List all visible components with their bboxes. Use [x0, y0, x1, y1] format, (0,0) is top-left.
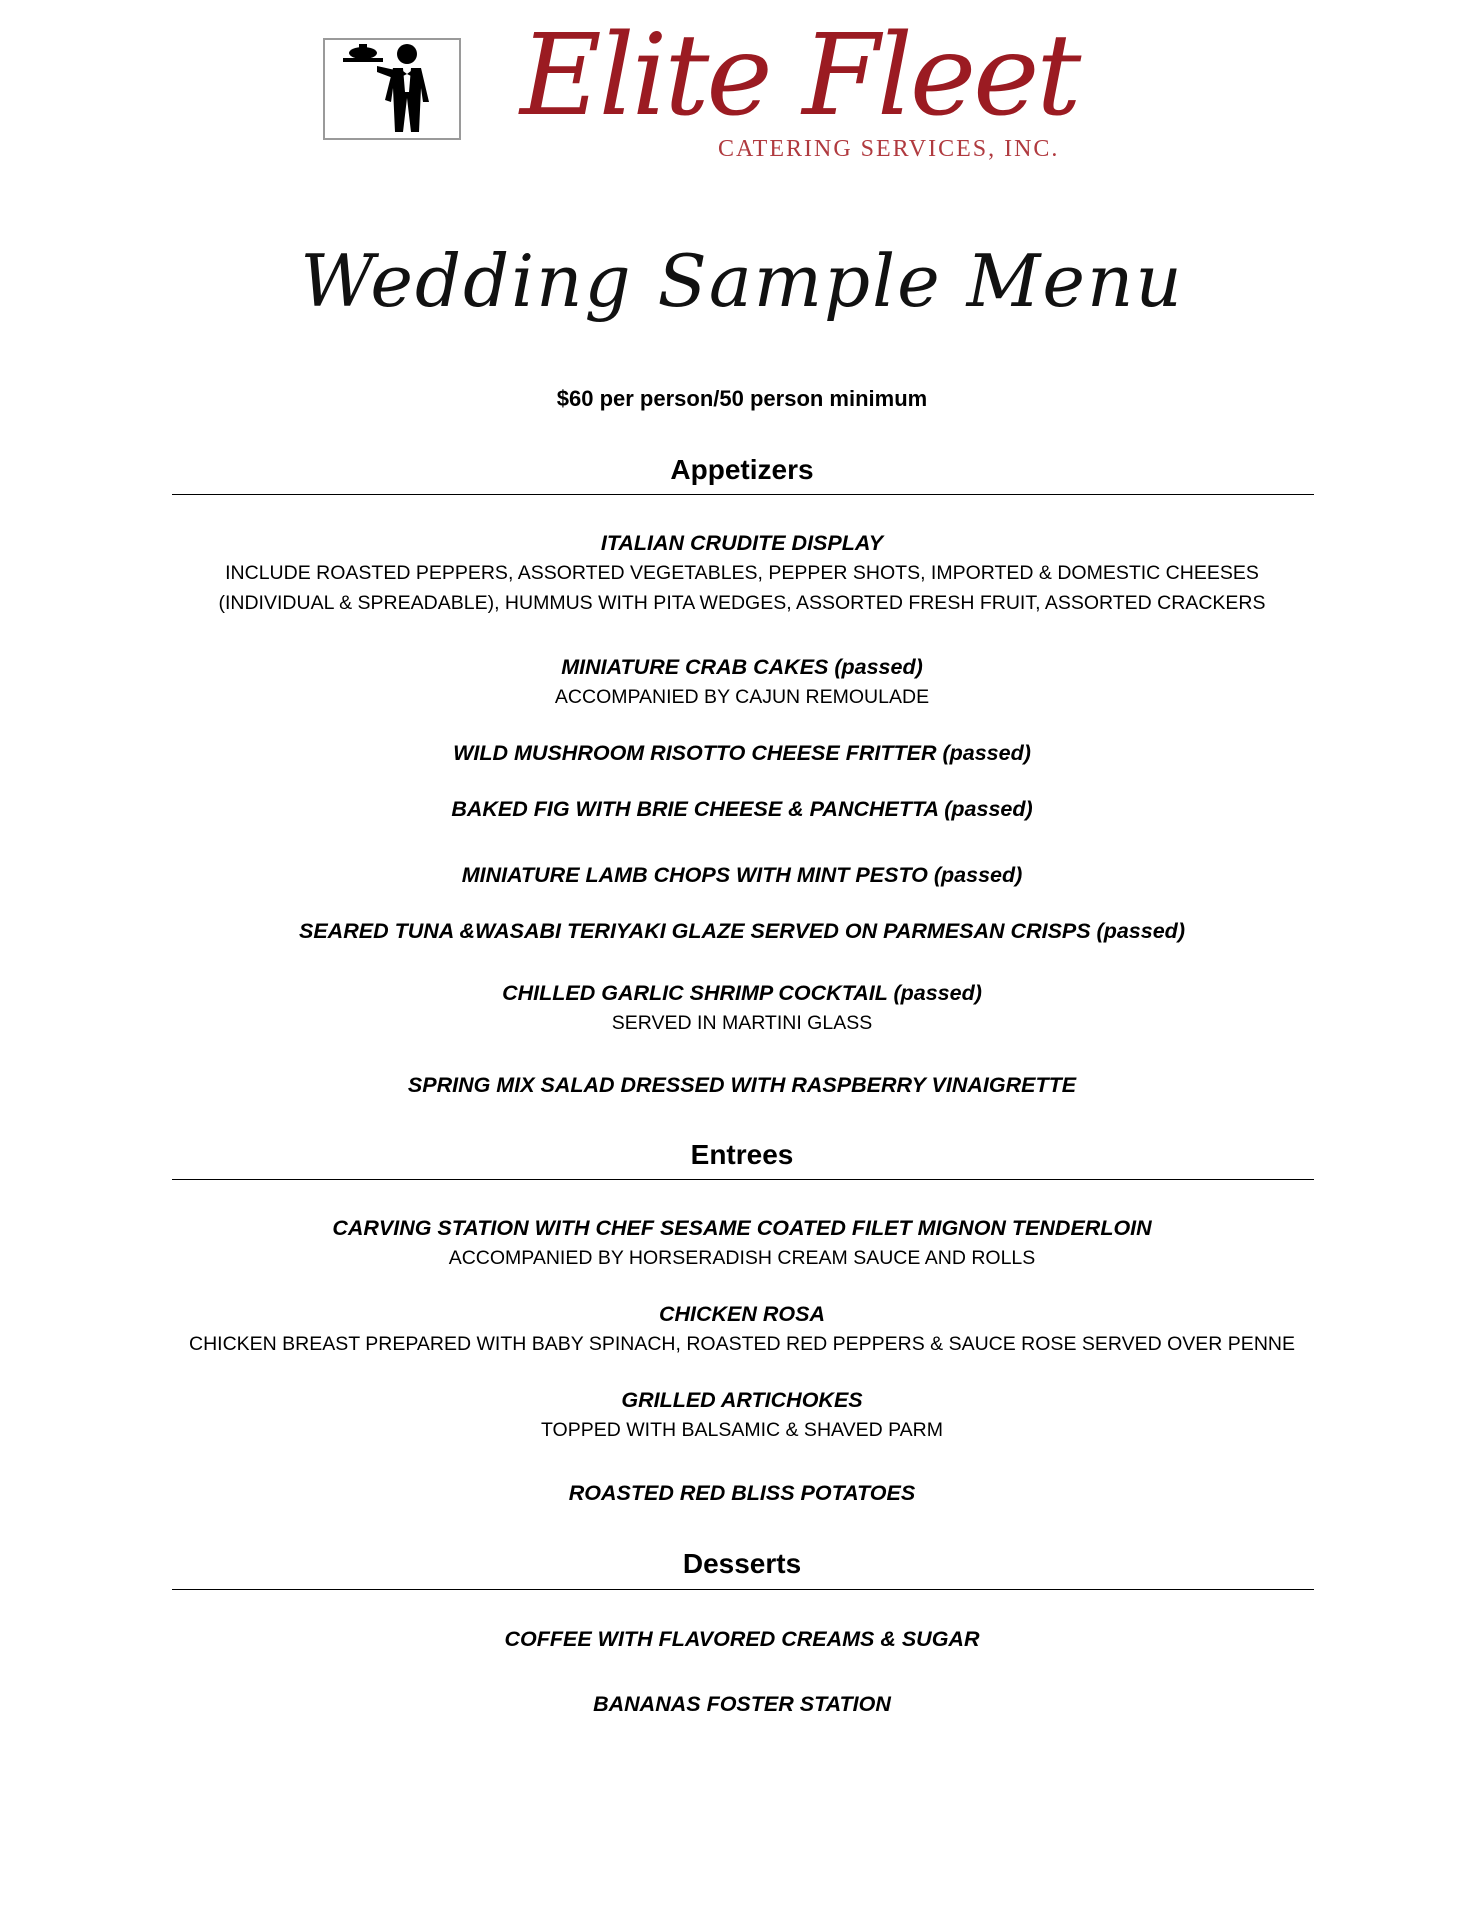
- menu-item-title: CHILLED GARLIC SHRIMP COCKTAIL (passed): [502, 981, 982, 1005]
- section-heading-desserts: Desserts: [682, 1548, 802, 1579]
- section-heading-entrees: Entrees: [690, 1139, 794, 1170]
- section-divider: [172, 1589, 1314, 1590]
- menu-item-title: GRILLED ARTICHOKES: [621, 1388, 863, 1412]
- menu-item-desc: ACCOMPANIED BY CAJUN REMOULADE: [554, 686, 930, 708]
- brand-name: Elite Fleet: [520, 11, 1079, 141]
- menu-item-title: CARVING STATION WITH CHEF SESAME COATED FILET MIGNON TENDERLOIN: [332, 1216, 1152, 1240]
- price-line: $60 per person/50 person minimum: [556, 386, 928, 411]
- menu-item-title: ITALIAN CRUDITE DISPLAY: [600, 531, 884, 555]
- menu-item-title: WILD MUSHROOM RISOTTO CHEESE FRITTER (passed): [453, 741, 1031, 765]
- menu-item-title: COFFEE WITH FLAVORED CREAMS & SUGAR: [504, 1627, 980, 1651]
- menu-item-title: BAKED FIG WITH BRIE CHEESE & PANCHETTA (passed): [451, 797, 1033, 821]
- menu-item-title: SEARED TUNA &WASABI TERIYAKI GLAZE SERVED ON PARMESAN CRISPS (passed): [299, 919, 1185, 943]
- section-heading-appetizers: Appetizers: [670, 454, 814, 485]
- menu-item-title: SPRING MIX SALAD DRESSED WITH RASPBERRY VINAIGRETTE: [407, 1073, 1077, 1097]
- menu-item-title: CHICKEN ROSA: [658, 1302, 826, 1326]
- section-divider: [172, 1179, 1314, 1180]
- menu-item-desc: (INDIVIDUAL & SPREADABLE), HUMMUS WITH PITA WEDGES, ASSORTED FRESH FRUIT, ASSORTED CRACKERS: [218, 592, 1266, 614]
- section-divider: [172, 494, 1314, 495]
- page-title: Wedding Sample Menu: [300, 239, 1184, 323]
- menu-item-desc: ACCOMPANIED BY HORSERADISH CREAM SAUCE AND ROLLS: [448, 1247, 1036, 1269]
- menu-item-title: BANANAS FOSTER STATION: [593, 1692, 891, 1716]
- menu-item-desc: INCLUDE ROASTED PEPPERS, ASSORTED VEGETABLES, PEPPER SHOTS, IMPORTED & DOMESTIC CHEESES: [225, 562, 1259, 584]
- waiter-icon: [323, 38, 461, 140]
- menu-item-title: MINIATURE LAMB CHOPS WITH MINT PESTO (passed): [461, 863, 1023, 887]
- menu-item-desc: CHICKEN BREAST PREPARED WITH BABY SPINACH, ROASTED RED PEPPERS & SAUCE ROSE SERVED OVER PENNE: [189, 1333, 1295, 1355]
- menu-item-title: MINIATURE CRAB CAKES (passed): [561, 655, 923, 679]
- brand-subtitle: CATERING SERVICES, INC.: [718, 136, 1060, 162]
- menu-item-title: ROASTED RED BLISS POTATOES: [568, 1481, 916, 1505]
- menu-item-desc: TOPPED WITH BALSAMIC & SHAVED PARM: [541, 1419, 943, 1441]
- menu-item-desc: SERVED IN MARTINI GLASS: [611, 1012, 873, 1034]
